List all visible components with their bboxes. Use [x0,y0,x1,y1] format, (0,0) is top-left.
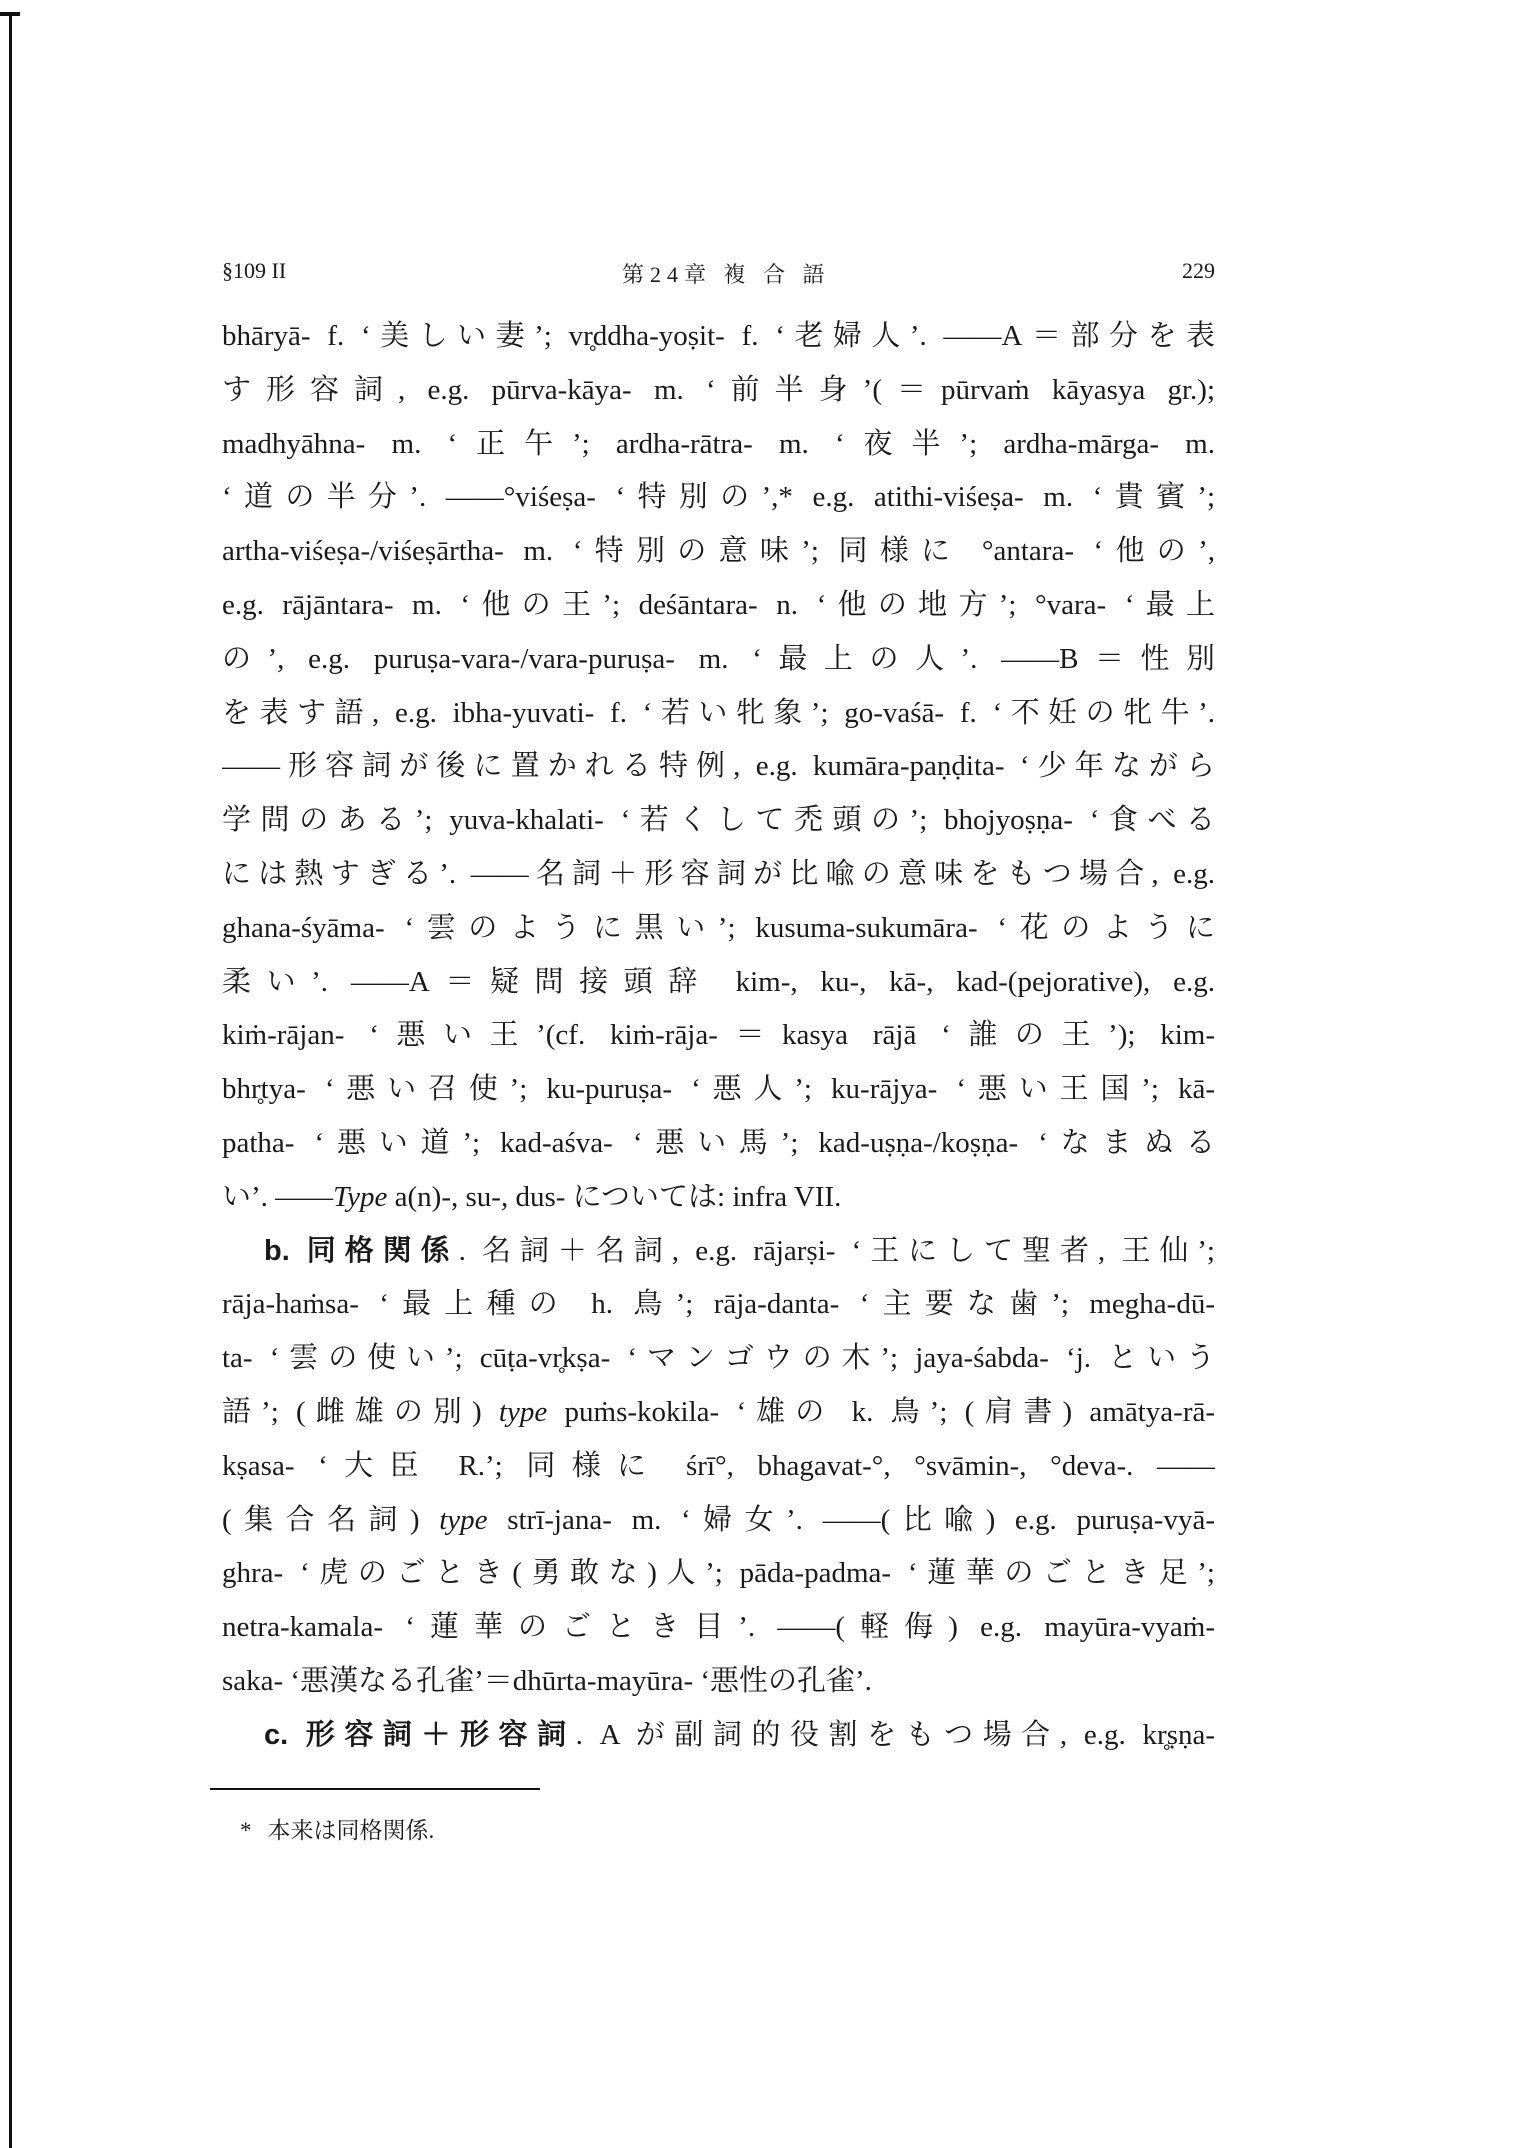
text-segment: 柔い’. ——A＝疑問接頭辞 kim-, ku-, kā-, kad-(pejorative), e.g. [222,965,1215,998]
text-segment: bhāryā- f. ‘美しい妻’; vr̥ddha-yoṣit- f. ‘老婦人’. ——A＝部分を表 [222,320,1215,352]
text-line [222,364,1215,418]
text-segment: す形容詞, e.g. pūrva-kāya- m. ‘前半身’(＝pūrvaṁ kāyasya gr.); [222,373,1215,406]
footnote-marker: * [240,1818,252,1843]
section-number: §109 II [222,258,287,283]
text-line [222,1655,1215,1709]
text-line [222,794,1215,848]
text-segment: ——形容詞が後に置かれる特例, e.g. kumāra-paṇḍita- ‘少年ながら [222,750,1215,783]
text-segment: netra-kamala- ‘蓮華のごとき目’. ——(軽侮) e.g. mayūra-vyaṁ- [222,1611,1215,1644]
subsection-heading: b. 同格関係 [264,1234,459,1267]
footnote [240,1812,450,1845]
text-segment: puṁs-kokila- ‘雄の k. 鳥’; (肩書) amātya-rā- [547,1395,1215,1428]
text-line [222,1440,1215,1494]
text-line [222,1547,1215,1601]
text-line [222,579,1215,633]
text-line [222,1601,1215,1655]
text-line [222,418,1215,472]
running-header [222,258,1215,292]
footnote-text: 本来は同格関係. [267,1818,435,1843]
text-line [222,740,1215,794]
italic-term: type [498,1395,548,1428]
text-line [222,1063,1215,1117]
text-segment: ‘道の半分’. ——°viśeṣa- ‘特別の’,* e.g. atithi-viśeṣa- m. ‘貴賓’; [222,481,1215,514]
text-segment: strī-jana- m. ‘婦女’. ——(比喩) e.g. puruṣa-vyā- [487,1503,1215,1536]
text-segment: e.g. rājāntara- m. ‘他の王’; deśāntara- n. ‘他の地方’; °vara- ‘最上 [222,588,1215,621]
text-line [222,687,1215,741]
text-segment: 語’; (雌雄の別) [222,1395,499,1428]
text-segment: artha-viśeṣa-/viśeṣārtha- m. ‘特別の意味’; 同様に °antara- ‘他の’, [222,535,1215,568]
text-line [222,848,1215,902]
text-segment: kṣasa- ‘大臣 R.’; 同様に śrī°, bhagavat-°, °svāmin-, °deva-. —— [222,1449,1215,1482]
text-line [222,1171,1215,1225]
text-line [222,1278,1215,1332]
text-segment: 学問のある’; yuva-khalati- ‘若くして禿頭の’; bhojyoṣṇa- ‘食べる [222,804,1215,837]
text-segment: (集合名詞) [222,1503,440,1536]
text-segment: saka- ‘悪漢なる孔雀’＝dhūrta-mayūra- ‘悪性の孔雀’. [222,1664,872,1697]
text-segment: . A が副詞的役割をもつ場合, e.g. kr̥ṣṇa- [575,1718,1215,1751]
text-segment: a(n)-, su-, dus- については: infra VII. [387,1180,842,1213]
text-line [222,902,1215,956]
text-segment: rāja-haṁsa- ‘最上種の h. 鳥’; rāja-danta- ‘主要な歯’; megha-dū- [222,1288,1215,1321]
text-segment: bhr̥tya- ‘悪い召使’; ku-puruṣa- ‘悪人’; ku-rājya- ‘悪い王国’; kā- [222,1073,1215,1106]
chapter-title: 第24章 複 合 語 [622,262,831,287]
text-segment: patha- ‘悪い道’; kad-aśva- ‘悪い馬’; kad-uṣṇa-/koṣṇa- ‘なまぬる [222,1126,1215,1159]
text-segment: には熱すぎる’. ——名詞＋形容詞が比喩の意味をもつ場合, e.g. [222,857,1215,890]
text-segment: ghra- ‘虎のごとき(勇敢な)人’; pāda-padma- ‘蓮華のごとき足’; [222,1557,1215,1590]
italic-term: Type [333,1180,388,1213]
text-segment: kiṁ-rājan- ‘悪い王’(cf. kiṁ-rāja-＝kasya rājā ‘誰の王’); kim- [222,1019,1215,1052]
text-segment: madhyāhna- m. ‘正午’; ardha-rātra- m. ‘夜半’; ardha-mārga- m. [222,427,1215,460]
text-line [222,1386,1215,1440]
body-text [222,310,1215,1763]
text-line [222,633,1215,687]
text-line [222,525,1215,579]
text-line [222,956,1215,1010]
text-segment: ta- ‘雲の使い’; cūṭa-vr̥kṣa- ‘マンゴウの木’; jaya-śabda- ‘j. という [222,1342,1215,1375]
text-line [222,1494,1215,1548]
text-line [222,471,1215,525]
text-line [222,1009,1215,1063]
text-line [222,1225,1215,1279]
text-line [222,1332,1215,1386]
subsection-heading: c. 形容詞＋形容詞 [264,1718,576,1751]
italic-term: type [439,1503,488,1536]
text-segment: の’, e.g. puruṣa-vara-/vara-puruṣa- m. ‘最上の人’. ——B＝性別 [222,642,1215,675]
text-line [222,1709,1215,1763]
page-number: 229 [1182,258,1215,283]
page-binding-cap [0,12,20,16]
page-binding-edge [9,14,12,2148]
text-line [222,1117,1215,1171]
text-segment: を表す語, e.g. ibha-yuvati- f. ‘若い牝象’; go-vaśā- f. ‘不妊の牝牛’. [222,696,1215,729]
footnote-rule [210,1788,540,1790]
text-segment: い’. —— [222,1180,334,1213]
text-segment: ghana-śyāma- ‘雲のように黒い’; kusuma-sukumāra- ‘花のように [222,911,1215,944]
text-line [222,310,1215,364]
text-segment: . 名詞＋名詞, e.g. rājarṣi- ‘王にして聖者, 王仙’; [458,1234,1215,1267]
